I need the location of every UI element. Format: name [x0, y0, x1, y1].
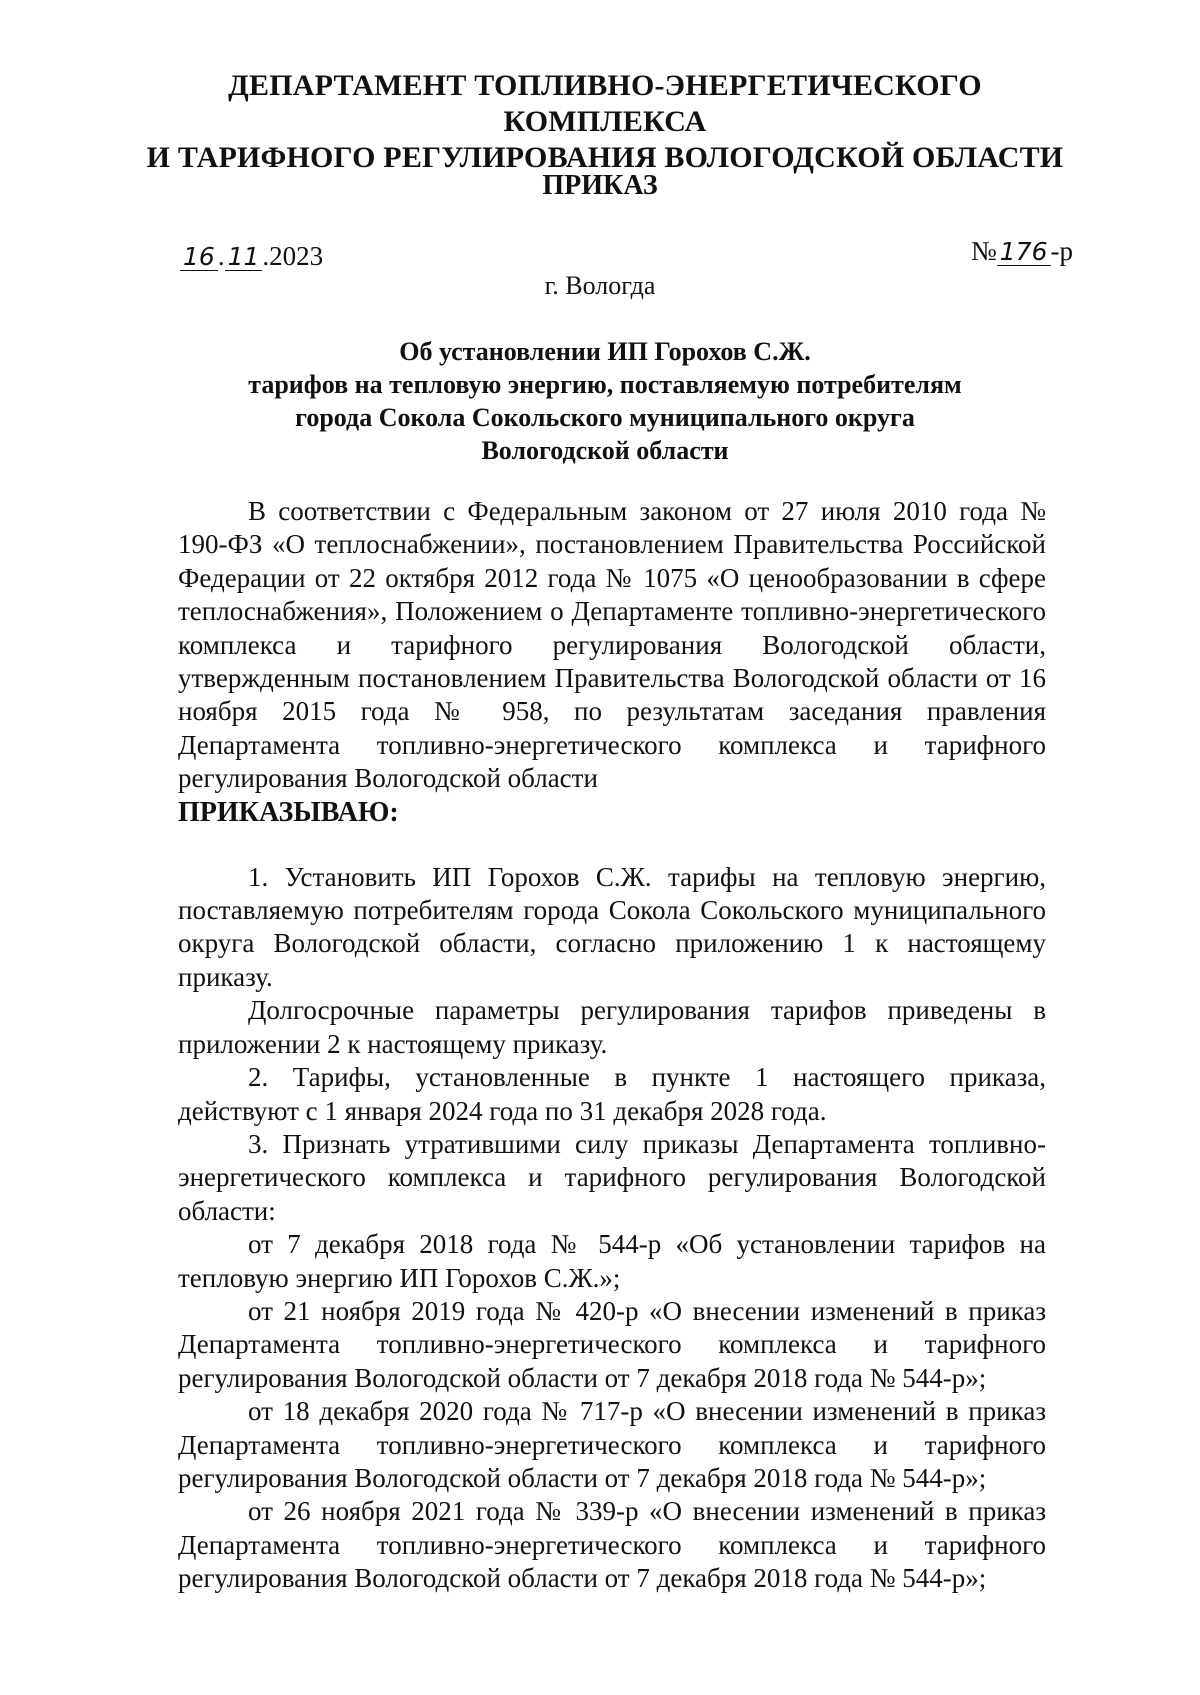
repeal-item-2: от 21 ноября 2019 года № 420-р «О внесении изменений в приказ Департамента топливно-энергетического комплекса и тарифного регулирования Вологодской области от 7 декабря 2018 года № 544-р»;: [178, 1295, 1046, 1393]
order-subject: [210, 335, 1000, 467]
city: г. Вологда: [544, 271, 656, 300]
subject-line-2: тарифов на тепловую энергию, поставляемую потребителям: [248, 370, 962, 399]
order-date: [180, 240, 323, 272]
subject-line-4: Вологодской области: [481, 436, 729, 465]
command-word: ПРИКАЗЫВАЮ:: [178, 796, 399, 828]
order-body: [178, 495, 1046, 1596]
date-day: 16: [180, 244, 218, 271]
subject-line-1: Об установлении ИП Горохов С.Ж.: [399, 337, 811, 366]
number-suffix: -р: [1050, 236, 1073, 266]
item-1-paragraph: 1. Установить ИП Горохов С.Ж. тарифы на тепловую энергию, поставляемую потребителям города Сокола Сокольского муниципального округа Вологодской области, согласно приложению 1 к настоящему приказу.: [178, 861, 1046, 992]
number-prefix: №: [971, 236, 997, 266]
department-heading: [140, 68, 1070, 176]
department-line-2: И ТАРИФНОГО РЕГУЛИРОВАНИЯ ВОЛОГОДСКОЙ ОБЛАСТИ: [146, 141, 1064, 174]
date-year: .2023: [262, 241, 324, 271]
document-type: ПРИКАЗ: [542, 170, 658, 201]
subject-line-3: города Сокола Сокольского муниципального округа: [295, 403, 915, 432]
repeal-item-1: от 7 декабря 2018 года № 544-р «Об установлении тарифов на тепловую энергию ИП Горохов С.Ж.»;: [178, 1229, 1046, 1293]
number-value: 176: [997, 239, 1051, 266]
order-number: [971, 235, 1073, 267]
item-2-paragraph: 2. Тарифы, установленные в пункте 1 настоящего приказа, действуют с 1 января 2024 года по 31 декабря 2028 года.: [178, 1062, 1046, 1126]
date-separator: .: [217, 241, 225, 271]
repeal-item-3: от 18 декабря 2020 года № 717-р «О внесении изменений в приказ Департамента топливно-энергетического комплекса и тарифного регулирования Вологодской области от 7 декабря 2018 года № 544-р»;: [178, 1396, 1046, 1493]
preamble-paragraph: В соответствии с Федеральным законом от 27 июля 2010 года № 190-ФЗ «О теплоснабжении», постановлением Правительства Российской Федерации от 22 октября 2012 года № 1075 «О ценообразовании в сфере теплоснабжения», Положением о Департаменте топливно-энергетического комплекса и тарифного регулирования Вологодской области, утвержденным постановлением Правительства Вологодской области от 16 ноября 2015 года № 958, по результатам заседания правления Департамента топливно-энергетического комплекса и тарифного регулирования Вологодской области: [178, 496, 1046, 794]
repeal-item-4: от 26 ноября 2021 года № 339-р «О внесении изменений в приказ Департамента топливно-энергетического комплекса и тарифного регулирования Вологодской области от 7 декабря 2018 года № 544-р»;: [178, 1496, 1046, 1594]
item-1-params-paragraph: Долгосрочные параметры регулирования тарифов приведены в приложении 2 к настоящему приказу.: [178, 995, 1046, 1059]
item-3-paragraph: 3. Признать утратившими силу приказы Департамента топливно-энергетического комплекса и тарифного регулирования Вологодской области:: [178, 1128, 1046, 1226]
department-line-1: ДЕПАРТАМЕНТ ТОПЛИВНО-ЭНЕРГЕТИЧЕСКОГО КОМПЛЕКСА: [228, 69, 982, 138]
date-month: 11: [225, 244, 263, 271]
